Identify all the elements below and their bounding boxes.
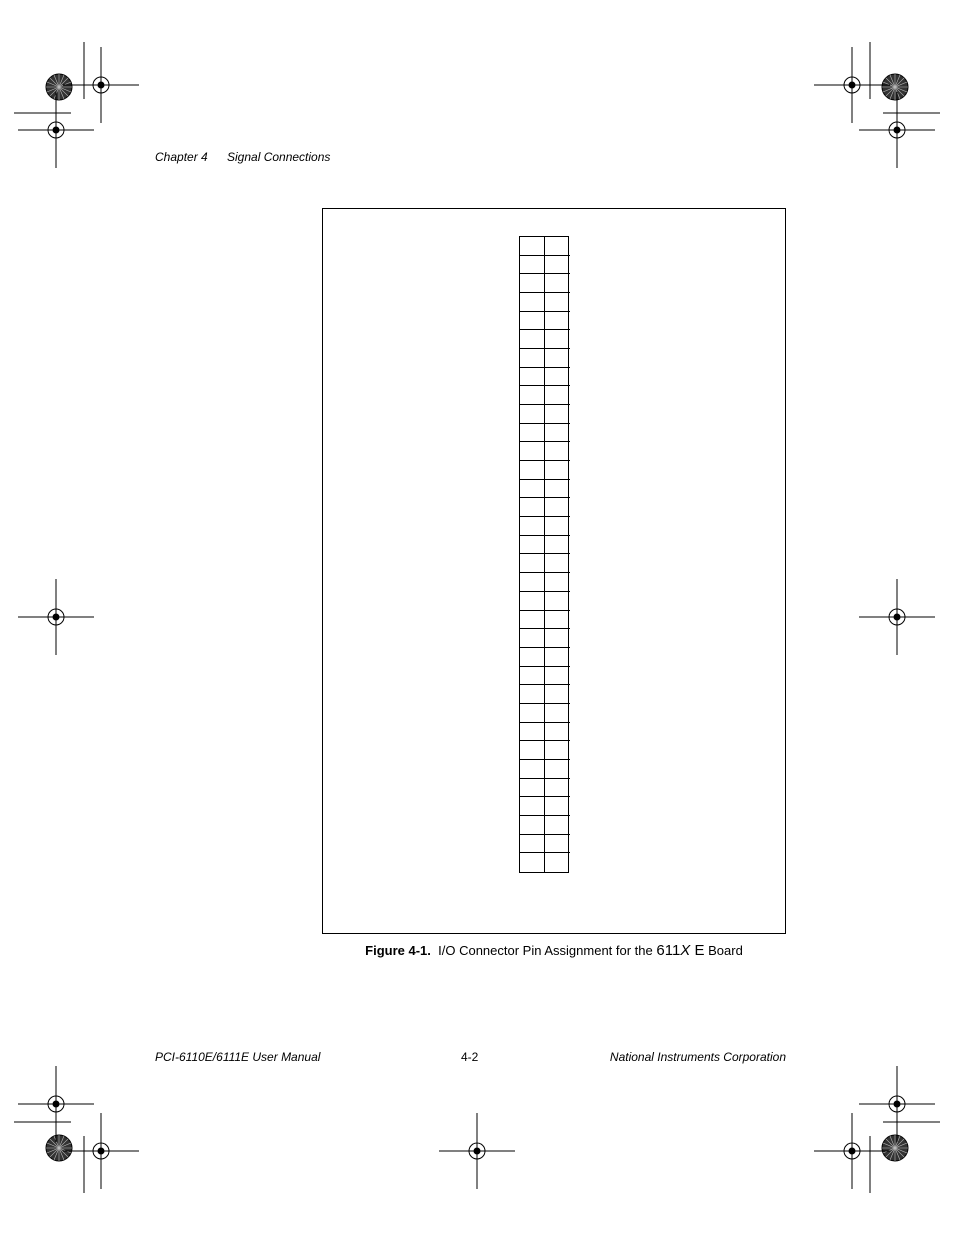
- figure-label: Figure 4-1.: [365, 943, 431, 958]
- board-number: 611X E: [656, 942, 705, 959]
- pin-cell: [520, 293, 545, 312]
- pin-cell: [520, 704, 545, 723]
- crosshair-mark: [439, 1113, 515, 1189]
- connector-pin-grid: [519, 236, 569, 873]
- caption-text: I/O Connector Pin Assignment for the: [438, 943, 653, 958]
- pin-cell: [520, 349, 545, 368]
- pin-cell: [520, 405, 545, 424]
- pin-cell: [520, 237, 545, 256]
- caption-text-end: Board: [708, 943, 743, 958]
- pin-cell: [520, 648, 545, 667]
- pin-cell: [545, 293, 570, 312]
- pin-cell: [545, 517, 570, 536]
- pin-cell: [520, 330, 545, 349]
- pin-cell: [520, 368, 545, 387]
- crosshair-mark: [859, 92, 935, 168]
- pin-cell: [520, 592, 545, 611]
- pin-cell: [520, 480, 545, 499]
- pin-cell: [520, 723, 545, 742]
- pin-cell: [545, 312, 570, 331]
- pin-cell: [520, 779, 545, 798]
- crosshair-mark: [18, 92, 94, 168]
- board-variant: X: [680, 942, 691, 959]
- pin-cell: [520, 835, 545, 854]
- pin-cell: [520, 536, 545, 555]
- crosshair-mark: [18, 579, 94, 655]
- crosshair-mark: [18, 1066, 94, 1142]
- pin-cell: [545, 573, 570, 592]
- pin-cell: [520, 517, 545, 536]
- pin-cell: [545, 648, 570, 667]
- pin-cell: [520, 685, 545, 704]
- pin-cell: [520, 274, 545, 293]
- pin-cell: [545, 330, 570, 349]
- crosshair-mark: [859, 1066, 935, 1142]
- pin-cell: [545, 853, 570, 872]
- footer-manual-title: PCI-6110E/6111E User Manual: [155, 1050, 321, 1064]
- pin-cell: [520, 760, 545, 779]
- pin-cell: [545, 741, 570, 760]
- pin-cell: [545, 442, 570, 461]
- pin-cell: [545, 368, 570, 387]
- pin-cell: [545, 237, 570, 256]
- pin-cell: [545, 685, 570, 704]
- starburst-mark-top-left: [46, 74, 72, 100]
- pin-cell: [545, 424, 570, 443]
- pin-cell: [545, 274, 570, 293]
- pin-cell: [520, 554, 545, 573]
- pin-cell: [520, 461, 545, 480]
- pin-cell: [520, 629, 545, 648]
- header-chapter: Chapter 4: [155, 150, 208, 164]
- pin-cell: [520, 256, 545, 275]
- pin-cell: [545, 386, 570, 405]
- pin-cell: [520, 611, 545, 630]
- board-suffix: E: [694, 942, 705, 959]
- pin-cell: [520, 816, 545, 835]
- pin-cell: [520, 386, 545, 405]
- figure-caption: [322, 942, 786, 959]
- pin-cell: [520, 667, 545, 686]
- header-section-title: Signal Connections: [227, 150, 331, 164]
- pin-cell: [545, 592, 570, 611]
- pin-cell: [545, 629, 570, 648]
- pin-cell: [545, 461, 570, 480]
- pin-cell: [545, 816, 570, 835]
- crosshair-mark: [814, 47, 890, 123]
- pin-cell: [545, 554, 570, 573]
- pin-cell: [545, 480, 570, 499]
- figure-frame: [322, 208, 786, 934]
- pin-cell: [520, 853, 545, 872]
- crosshair-mark: [63, 47, 139, 123]
- pin-cell: [545, 797, 570, 816]
- pin-cell: [545, 498, 570, 517]
- crosshair-mark: [63, 1113, 139, 1189]
- pin-cell: [545, 779, 570, 798]
- pin-cell: [520, 741, 545, 760]
- pin-cell: [545, 405, 570, 424]
- pin-cell: [545, 256, 570, 275]
- footer-page-number: 4-2: [461, 1050, 479, 1064]
- starburst-mark-bottom-right: [882, 1135, 908, 1161]
- starburst-mark-bottom-left: [46, 1135, 72, 1161]
- pin-cell: [520, 498, 545, 517]
- pin-cell: [545, 611, 570, 630]
- pin-cell: [545, 723, 570, 742]
- pin-cell: [545, 704, 570, 723]
- pin-cell: [545, 667, 570, 686]
- footer-company: National Instruments Corporation: [609, 1050, 786, 1064]
- pin-cell: [545, 835, 570, 854]
- crosshair-mark: [814, 1113, 890, 1189]
- crosshair-mark: [859, 579, 935, 655]
- pin-cell: [520, 442, 545, 461]
- pin-cell: [520, 424, 545, 443]
- pin-cell: [520, 312, 545, 331]
- pin-cell: [520, 797, 545, 816]
- pin-cell: [545, 349, 570, 368]
- pin-cell: [545, 760, 570, 779]
- pin-cell: [545, 536, 570, 555]
- pin-cell: [520, 573, 545, 592]
- starburst-mark-top-right: [882, 74, 908, 100]
